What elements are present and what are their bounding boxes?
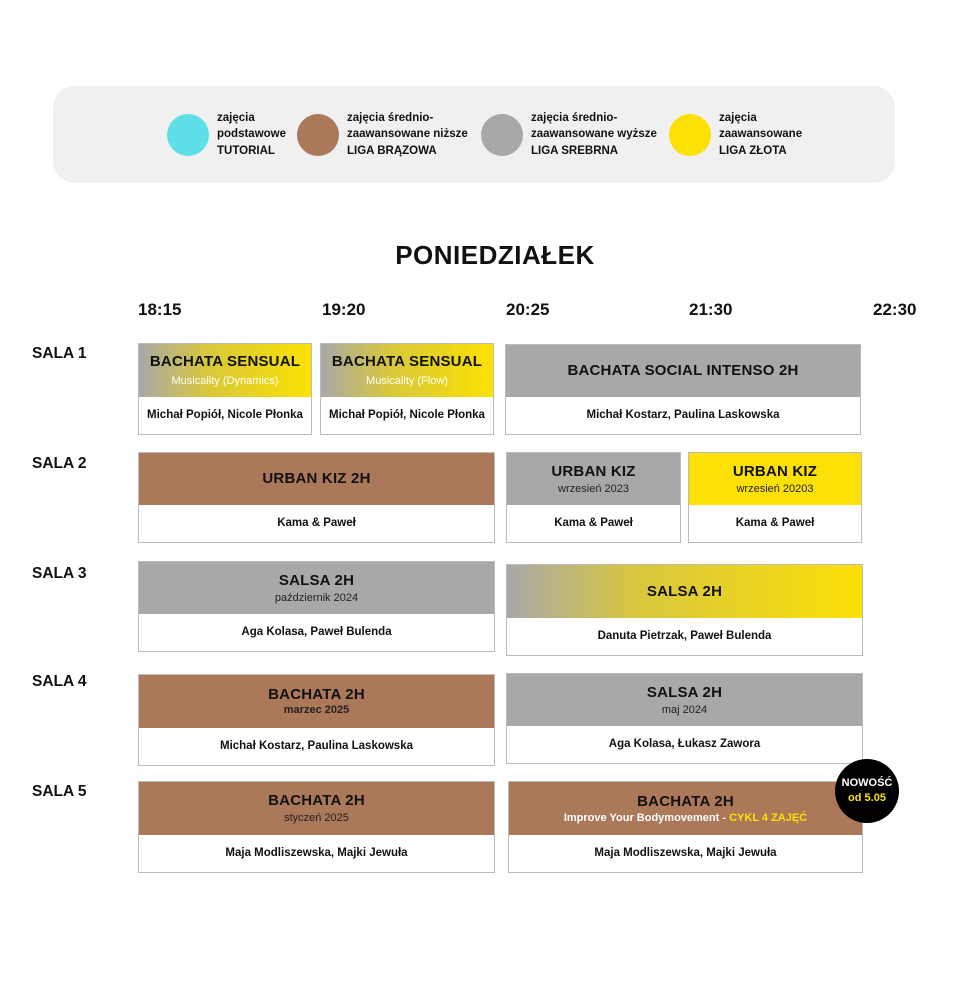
class-teachers: Michał Kostarz, Paulina Laskowska bbox=[586, 408, 780, 421]
room-label: SALA 5 bbox=[32, 783, 87, 800]
day-title: PONIEDZIAŁEK bbox=[395, 240, 595, 270]
class-subtitle: Musicality (Flow) bbox=[366, 375, 448, 387]
class-teachers: Maja Modliszewska, Majki Jewuła bbox=[225, 846, 408, 859]
time-label: 19:20 bbox=[322, 300, 366, 319]
legend-item-liga-srebrna bbox=[481, 86, 657, 183]
class-card[interactable] bbox=[320, 343, 494, 435]
liga-brazowa-color-dot bbox=[297, 114, 339, 156]
class-name: URBAN KIZ bbox=[551, 462, 636, 480]
class-card[interactable] bbox=[506, 452, 681, 543]
class-header bbox=[139, 344, 311, 397]
class-teachers: Aga Kolasa, Paweł Bulenda bbox=[241, 625, 392, 638]
class-subtitle: marzec 2025 bbox=[283, 704, 350, 716]
class-teachers: Aga Kolasa, Łukasz Zawora bbox=[608, 737, 761, 750]
class-name: BACHATA 2H bbox=[268, 686, 365, 703]
class-name: BACHATA SOCIAL INTENSO 2H bbox=[567, 362, 799, 379]
class-card[interactable] bbox=[138, 781, 495, 873]
class-name: SALSA 2H bbox=[278, 571, 355, 589]
tutorial-color-dot bbox=[167, 114, 209, 156]
class-header bbox=[689, 453, 861, 505]
legend-item-tutorial bbox=[167, 86, 286, 183]
class-teachers: Danuta Pietrzak, Paweł Bulenda bbox=[597, 629, 772, 642]
class-header bbox=[507, 565, 862, 618]
legend-label: zajęcia średnio- zaawansowane wyższe LIGA SREBRNA bbox=[531, 111, 657, 157]
class-name: SALSA 2H bbox=[646, 683, 723, 701]
class-subtitle: wrzesień 2023 bbox=[558, 482, 629, 495]
class-card[interactable] bbox=[506, 564, 863, 656]
legend-panel bbox=[53, 86, 895, 183]
class-header bbox=[139, 782, 494, 835]
class-teachers: Michał Popiół, Nicole Płonka bbox=[147, 408, 303, 421]
class-header bbox=[321, 344, 493, 397]
room-label: SALA 2 bbox=[32, 455, 87, 472]
room-label: SALA 4 bbox=[32, 673, 87, 690]
class-card[interactable] bbox=[138, 561, 495, 652]
class-subtitle: maj 2024 bbox=[661, 703, 708, 716]
legend-label: zajęcia podstawowe TUTORIAL bbox=[217, 111, 287, 157]
class-card[interactable] bbox=[138, 674, 495, 766]
class-card[interactable] bbox=[508, 781, 863, 873]
legend-item-liga-brazowa bbox=[297, 86, 468, 183]
class-header bbox=[507, 674, 862, 726]
class-name: BACHATA 2H bbox=[268, 792, 365, 809]
class-name: BACHATA SENSUAL bbox=[331, 353, 483, 370]
class-teachers: Kama & Paweł bbox=[554, 516, 633, 529]
time-label: 21:30 bbox=[689, 300, 733, 319]
liga-srebrna-color-dot bbox=[481, 114, 523, 156]
class-subtitle: wrzesień 20203 bbox=[736, 482, 814, 495]
class-name: BACHATA 2H bbox=[637, 793, 734, 810]
time-label: 22:30 bbox=[873, 300, 917, 319]
class-subtitle: styczeń 2025 bbox=[284, 812, 349, 824]
class-name: SALSA 2H bbox=[646, 582, 723, 600]
class-card[interactable] bbox=[138, 452, 495, 543]
new-badge bbox=[835, 759, 899, 823]
class-subtitle: październik 2024 bbox=[274, 591, 359, 604]
class-card[interactable] bbox=[138, 343, 312, 435]
class-header bbox=[139, 453, 494, 505]
class-name: BACHATA SENSUAL bbox=[149, 353, 301, 370]
class-header bbox=[139, 562, 494, 614]
class-teachers: Kama & Paweł bbox=[735, 516, 815, 529]
class-card[interactable] bbox=[688, 452, 862, 543]
legend-label: zajęcia średnio- zaawansowane niższe LIGA BRĄZOWA bbox=[347, 111, 468, 157]
class-card[interactable] bbox=[506, 673, 863, 764]
legend-item-liga-zlota bbox=[669, 86, 802, 183]
badge-line1: NOWOŚĆ bbox=[841, 777, 893, 789]
class-teachers: Kama & Paweł bbox=[277, 516, 356, 529]
class-card[interactable] bbox=[505, 344, 861, 435]
class-teachers: Michał Popiół, Nicole Płonka bbox=[329, 408, 485, 421]
room-label: SALA 1 bbox=[32, 345, 87, 362]
class-header bbox=[507, 453, 680, 505]
promo-highlight: CYKL 4 ZAJĘĆ bbox=[729, 812, 808, 824]
legend-label: zajęcia zaawansowane LIGA ZŁOTA bbox=[719, 111, 803, 157]
class-header bbox=[506, 345, 860, 397]
class-teachers: Maja Modliszewska, Majki Jewuła bbox=[594, 846, 777, 859]
class-promo bbox=[564, 812, 807, 824]
badge-line2: od 5.05 bbox=[848, 792, 886, 804]
class-name: URBAN KIZ bbox=[732, 462, 818, 480]
promo-text: Improve Your Bodymovement - bbox=[563, 812, 730, 824]
room-label: SALA 3 bbox=[32, 565, 87, 582]
liga-zlota-color-dot bbox=[669, 114, 711, 156]
class-header bbox=[139, 675, 494, 728]
time-label: 18:15 bbox=[138, 300, 182, 319]
class-subtitle: Musicality (Dynamics) bbox=[171, 375, 279, 387]
class-teachers: Michał Kostarz, Paulina Laskowska bbox=[219, 739, 413, 752]
time-label: 20:25 bbox=[506, 300, 550, 319]
class-header bbox=[509, 782, 862, 835]
class-name: URBAN KIZ 2H bbox=[262, 470, 371, 487]
